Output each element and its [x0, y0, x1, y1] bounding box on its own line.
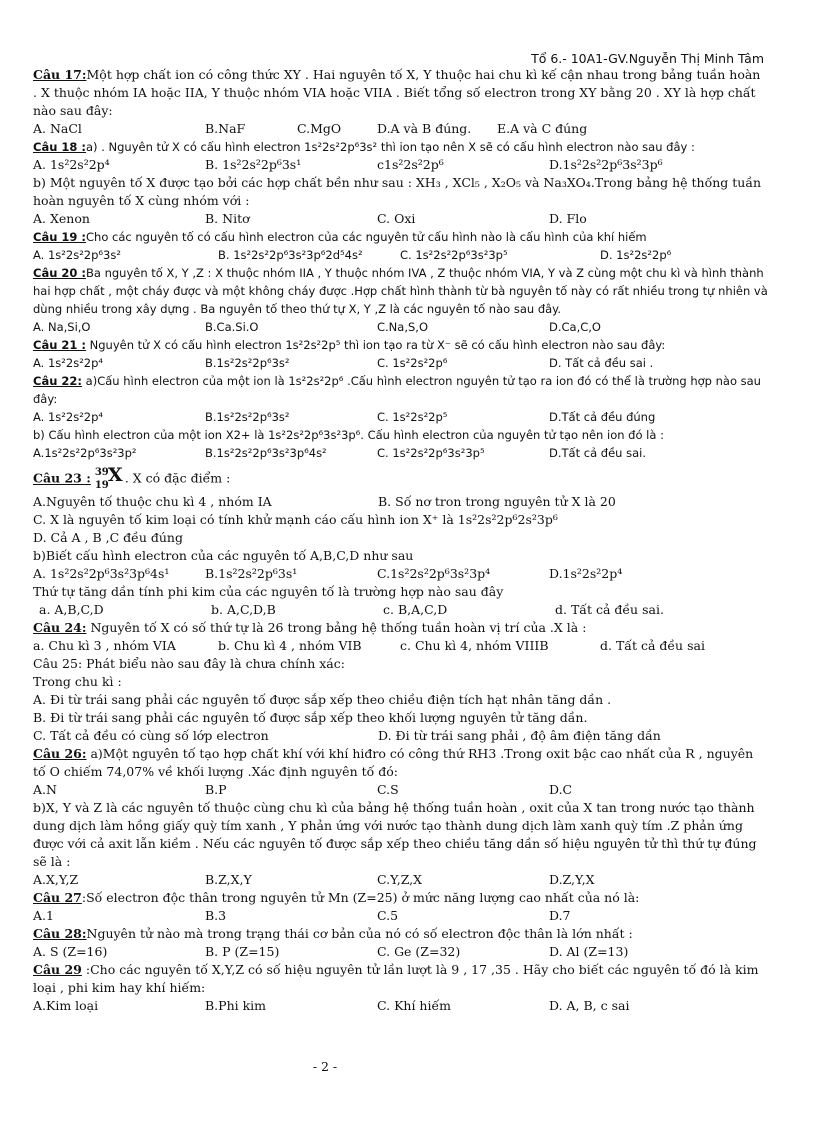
question-label: Câu 29 [33, 962, 82, 977]
option: E.A và C đúng [497, 121, 588, 136]
question-list [33, 66, 768, 1015]
option: C. 1s²2s²2p⁶ [377, 356, 448, 370]
question-label: Câu 17: [33, 67, 87, 82]
isotope-notation [94, 464, 123, 491]
option: a. Chu kì 3 , nhóm VIA [33, 638, 176, 653]
question-19 [33, 228, 768, 246]
question-20 [33, 264, 768, 318]
option: C.5 [377, 908, 399, 923]
option: D.Tất cả đều đúng [549, 410, 656, 424]
question-label: Câu 28: [33, 926, 87, 941]
question-26 [33, 745, 768, 781]
option-row [33, 781, 768, 799]
option: C. 1s²2s²2p⁶3s²3p⁵ [377, 446, 485, 460]
option: A.N [33, 782, 57, 797]
question-17 [33, 66, 768, 120]
option: A. 1s²2s²2p⁶3s² [33, 248, 121, 262]
option-row [33, 565, 768, 583]
option: C. 1s²2s²2p⁶3s²3p⁵ [400, 248, 508, 262]
option: C. Ge (Z=32) [377, 944, 461, 959]
question-18 [33, 138, 768, 156]
option: A. 1s²2s²2p⁴ [33, 157, 110, 172]
question-text: Nguyên tử nào mà trong trạng thái cơ bản của nó có số electron độc thân là lớn nhất : [86, 926, 633, 941]
question-label: Câu 22: [33, 374, 82, 388]
question-label: Câu 27 [33, 890, 82, 905]
question-21 [33, 336, 768, 354]
option: A.Kim loại [33, 998, 99, 1013]
option: A. 1s²2s²2p⁴ [33, 410, 104, 424]
option: B.P [205, 782, 227, 797]
question-label: Câu 25: [33, 656, 83, 671]
option: C. Oxi [377, 211, 416, 226]
option: B. 1s²2s²2p⁶3s¹ [205, 157, 302, 172]
option-row [33, 493, 768, 511]
question-label: Câu 19 : [33, 230, 86, 244]
question-text: Phát biểu nào sau đây là chưa chính xác: [82, 656, 345, 671]
page-number: - 2 - [312, 1059, 338, 1074]
option: C. 1s²2s²2p⁵ [377, 410, 448, 424]
option-row [33, 210, 768, 228]
option: B.Phi kim [205, 998, 267, 1013]
option: B.Z,X,Y [205, 872, 252, 887]
option: A.1s²2s²2p⁶3s²3p² [33, 446, 137, 460]
option-row [33, 318, 768, 336]
question-text: :Số electron độc thân trong nguyên tử Mn (Z=25) ở mức năng lượng cao nhất của nó là: [81, 890, 640, 905]
question-23b: b)Biết cấu hình electron của các nguyên tố A,B,C,D như sau [33, 548, 414, 563]
question-text: Nguyên tố X có số thứ tự là 26 trong bảng hệ thống tuần hoàn vị trí của .X là : [86, 620, 587, 635]
option-row [33, 727, 768, 745]
option: c. Chu kì 4, nhóm VIIIB [400, 638, 549, 653]
option: B. 1s²2s²2p⁶3s²3p⁶2d⁵4s² [218, 248, 363, 262]
page-header: Tổ 6.- 10A1-GV.Nguyễn Thị Minh Tâm [531, 51, 764, 66]
option: A.X,Y,Z [33, 872, 79, 887]
option: C. Tất cả đều có cùng số lớp electron [33, 728, 269, 743]
atomic-number: 19 [94, 480, 109, 491]
option: B.3 [205, 908, 227, 923]
option: c1s²2s²2p⁶ [377, 157, 444, 172]
option: C.S [377, 782, 399, 797]
option: B.1s²2s²2p⁶3s¹ [205, 566, 298, 581]
question-text: a) . Nguyên tử X có cấu hình electron 1s²2s²2p⁶3s² thì ion tạo nên X sẽ có cấu hình electron nào sau đây : [86, 140, 695, 154]
question-29 [33, 961, 768, 997]
option: A.1 [33, 908, 54, 923]
option: d. Tất cả đều sai. [555, 602, 664, 617]
option-row [33, 408, 768, 426]
question-label: Câu 20 : [33, 266, 86, 280]
option: A. Xenon [33, 211, 90, 226]
option: A.Nguyên tố thuộc chu kì 4 , nhóm IA [33, 494, 272, 509]
option-row [33, 246, 768, 264]
option: C. X là nguyên tố kim loại có tính khử mạnh cáo cấu hình ion X⁺ là 1s²2s²2p⁶2s²3p⁶ [33, 512, 558, 527]
question-26b: b)X, Y và Z là các nguyên tố thuộc cùng chu kì của bảng hệ thống tuần hoàn , oxit của X tan trong nước tạo thành dung dịch làm hồng giấy quỳ tím xanh , Y phản ứng với nước tạo thành dung dịch làm xanh quỳ tím .Z phản ứng được với cả axit lẫn kiềm . Nếu các nguyên tố được sắp xếp theo chiều tăng dần số hiệu nguyên tử thì thứ tự đúng sẽ là : [33, 800, 757, 869]
option-row [33, 997, 768, 1015]
option-row [33, 907, 768, 925]
question-23c: Thứ tự tăng dần tính phi kim của các nguyên tố là trường hợp nào sau đây [33, 584, 504, 599]
option: b. A,C,D,B [211, 602, 276, 617]
option: b. Chu kì 4 , nhóm VIB [218, 638, 362, 653]
option: D. Al (Z=13) [549, 944, 629, 959]
option: B. Đi từ trái sang phải các nguyên tố được sắp xếp theo khối lượng nguyên tử tăng dần. [33, 710, 588, 725]
option: B.1s²2s²2p⁶3s² [205, 410, 290, 424]
option-row [33, 637, 768, 655]
option: B. P (Z=15) [205, 944, 280, 959]
option: D. Đi từ trái sang phải , độ âm điện tăng dần [378, 728, 661, 743]
option: C. Khí hiếm [377, 998, 452, 1013]
option: A. 1s²2s²2p⁶3s²3p⁶4s¹ [33, 566, 170, 581]
option: B.1s²2s²2p⁶3s² [205, 356, 290, 370]
option-row [33, 444, 768, 462]
option: B. Số nơ tron trong nguyên tử X là 20 [378, 494, 616, 509]
question-25 [33, 655, 768, 673]
question-text: Cho các nguyên tố có cấu hình electron của các nguyên tử cấu hình nào là cấu hình của khí hiếm [86, 230, 647, 244]
option: d. Tất cả đều sai [600, 638, 705, 653]
option: B.Ca.Si.O [205, 320, 259, 334]
option: D. Tất cả đều sai . [549, 356, 654, 370]
question-label: Câu 24: [33, 620, 87, 635]
question-23 [33, 464, 768, 491]
question-text: Nguyên tử X có cấu hình electron 1s²2s²2p⁵ thì ion tạo ra từ X⁻ sẽ có cấu hình electron nào sau đây: [86, 338, 666, 352]
mass-number: 39 [94, 467, 109, 478]
option: B. Nitơ [205, 211, 250, 226]
option-row [33, 871, 768, 889]
option: A. S (Z=16) [33, 944, 108, 959]
option: A. 1s²2s²2p⁴ [33, 356, 104, 370]
option: D. Flo [549, 211, 587, 226]
option: C.Y,Z,X [377, 872, 423, 887]
option: B.NaF [205, 121, 246, 136]
question-18b: b) Một nguyên tố X được tạo bởi các hợp chất bền như sau : XH₃ , XCl₅ , X₂O₅ và Na₃XO₄.Trong bảng hệ thống tuần hoàn nguyên tố X cùng nhóm với : [33, 175, 762, 208]
option: D.1s²2s²2p⁶3s²3p⁶ [549, 157, 663, 172]
question-text: :Cho các nguyên tố X,Y,Z có số hiệu nguyên tử lần lượt là 9 , 17 ,35 . Hãy cho biết các nguyên tố đó là kim loại , phi kim hay khí hiếm: [33, 962, 759, 995]
option-row [33, 156, 768, 174]
option: D. Cả A , B ,C đều đúng [33, 530, 183, 545]
option: A. NaCl [33, 121, 82, 136]
option: c. B,A,C,D [383, 602, 448, 617]
option: B.1s²2s²2p⁶3s²3p⁶4s² [205, 446, 327, 460]
question-text: a)Một nguyên tố tạo hợp chất khí với khí hiđro có công thứ RH3 .Trong oxit bậc cao nhất của R , nguyên tố O chiếm 74,07% về khối lượng .Xác định nguyên tố đó: [33, 746, 754, 779]
element-symbol: X [107, 464, 123, 486]
option-row [33, 120, 768, 138]
option: D.Ca,C,O [549, 320, 601, 334]
option: D.1s²2s²2p⁴ [549, 566, 623, 581]
option: a. A,B,C,D [39, 602, 104, 617]
question-label: Câu 21 : [33, 338, 86, 352]
option: D.Z,Y,X [549, 872, 595, 887]
option-row [33, 943, 768, 961]
option: D.A và B đúng. [377, 121, 472, 136]
option-row [33, 601, 768, 619]
question-text: . X có đặc điểm : [120, 470, 231, 486]
question-label: Câu 23 : [33, 470, 91, 486]
question-22b: b) Cấu hình electron của một ion X2+ là 1s²2s²2p⁶3s²3p⁶. Cấu hình electron của nguyên tử tạo nên ion đó là : [33, 428, 664, 442]
question-22 [33, 372, 768, 408]
option: D.Tất cả đều sai. [549, 446, 646, 460]
option: D.C [549, 782, 573, 797]
option: C.Na,S,O [377, 320, 428, 334]
question-text: a)Cấu hình electron của một ion là 1s²2s²2p⁶ .Cấu hình electron nguyên tử tạo ra ion đó có thể là trường hợp nào sau đây: [33, 374, 761, 406]
question-text: Một hợp chất ion có công thức XY . Hai nguyên tố X, Y thuộc hai chu kì kế cận nhau trong bảng tuần hoàn . X thuộc nhóm IA hoặc IIA, Y thuộc nhóm VIA hoặc VIIA . Biết tổng số electron trong XY bằng 20 . XY là hợp chất nào sau đây: [33, 67, 761, 118]
option: D. 1s²2s²2p⁶ [600, 248, 672, 262]
question-label: Câu 26: [33, 746, 87, 761]
question-text: Ba nguyên tố X, Y ,Z : X thuộc nhóm IIA , Y thuộc nhóm IVA , Z thuộc nhóm VIA, Y và Z cùng một chu kì và hình thành hai hợp chất , một cháy được và một không cháy được .Hợp chất hình thành từ bà nguyên tố này có rất nhiều trong tự nhiên và dùng nhiều trong xây dựng . Ba nguyên tố theo thứ tự X, Y ,Z là các nguyên tố nào sau đây. [33, 266, 768, 316]
option: D.7 [549, 908, 571, 923]
question-24 [33, 619, 768, 637]
option: D. A, B, c sai [549, 998, 630, 1013]
option: C.MgO [297, 121, 342, 136]
question-label: Câu 18 : [33, 140, 86, 154]
question-25-sub: Trong chu kì : [33, 674, 122, 689]
question-28 [33, 925, 768, 943]
option: A. Đi từ trái sang phải các nguyên tố được sắp xếp theo chiều điện tích hạt nhân tăng dần . [33, 692, 612, 707]
option-row [33, 354, 768, 372]
question-27 [33, 889, 768, 907]
option: C.1s²2s²2p⁶3s²3p⁴ [377, 566, 491, 581]
option: A. Na,Si,O [33, 320, 91, 334]
